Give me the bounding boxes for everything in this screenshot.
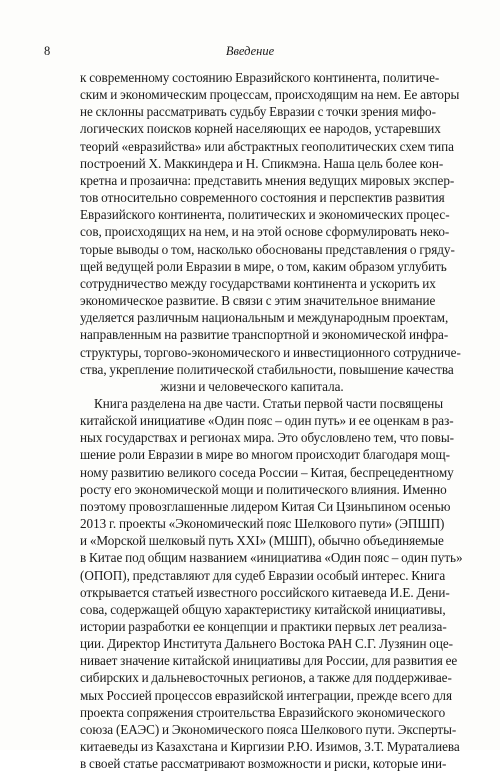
text-line: торые выводы о том, насколько обоснованы представления о гряду- <box>80 241 455 257</box>
text-line: китаеведы из Казахстана и Киргизии Р.Ю. Изимов, З.Т. Мураталиева <box>80 739 460 755</box>
text-line: и «Морской шелковый путь XXI» (МШП), обычно объединяемые <box>80 533 444 549</box>
text-line: ции. Директор Института Дальнего Востока РАН С.Г. Лузянин оце- <box>80 636 453 652</box>
text-line: сов, происходящих на нем, и на этой основе сформулировать неко- <box>80 224 450 240</box>
running-header <box>44 44 456 62</box>
text-line: Евразийского континента, политических и экономических процес- <box>80 207 450 223</box>
text-line: кретна и прозаична: представить мнения ведущих мировых экспер- <box>80 172 455 188</box>
text-line: сибирских и дальневосточных регионов, а также для поддерживае- <box>80 670 452 686</box>
text-line: нивает значение китайской инициативы для России, для развития ее <box>80 653 458 669</box>
text-line: поэтому провозглашенные лидером Китая Си Цзиньпином осенью <box>80 498 451 514</box>
page-number: 8 <box>44 44 51 58</box>
text-line: построений Х. Маккиндера и Н. Спикмэна. Наша цель более кон- <box>80 155 444 171</box>
text-line: логических поисков корней населяющих ее народов, устаревших <box>80 121 441 137</box>
text-line: направленным на развитие транспортной и экономической инфра- <box>80 327 449 343</box>
text-line: Книга разделена на две части. Статьи первой части посвящены <box>94 395 444 411</box>
text-line: в своей статье рассматривают возможности и риски, которые ини- <box>80 756 447 772</box>
text-line: 2013 г. проекты «Экономический пояс Шелкового пути» (ЭПШП) <box>80 516 445 532</box>
text-line: к современному состоянию Евразийского континента, политиче- <box>80 70 440 85</box>
text-line: экономическое развитие. В связи с этим значительное внимание <box>80 293 436 309</box>
text-line: в Китае под общим названием «инициатива «Один пояс – один путь» <box>80 550 463 566</box>
section-title: Введение <box>225 44 275 58</box>
text-line: ства, укрепление политической стабильности, повышение качества <box>80 361 454 377</box>
text-line: союза (ЕАЭС) и Экономического пояса Шелкового пути. Эксперты- <box>80 721 457 737</box>
text-line: щей ведущей роли Евразии в мире, о том, каким образом углубить <box>80 258 447 274</box>
text-line: тов относительно современного состояния и перспектив развития <box>80 190 445 206</box>
text-line: не склонны рассматривать судьбу Евразии с точки зрения мифо- <box>80 104 436 120</box>
text-line: жизни и человеческого капитала. <box>160 378 344 394</box>
text-line: проекта сопряжения строительства Евразийского экономического <box>80 704 446 720</box>
text-line: китайской инициативе «Один пояс – один путь» и ее оценкам в раз- <box>80 413 454 429</box>
body-text <box>80 69 463 772</box>
text-line: ским и экономическим процессам, происходящим на нем. Ее авторы <box>80 87 460 103</box>
text-line: истории разработки ее концепции и практики первых лет реализа- <box>80 619 447 634</box>
text-line: ных государствах и регионах мира. Это обусловлено тем, что повы- <box>80 430 454 446</box>
text-line: ному развитию великого соседа России – Китая, беспрецедентному <box>80 464 454 480</box>
text-line: росту его экономической мощи и политического влияния. Именно <box>80 481 447 497</box>
text-line: сотрудничество между государствами континента и ускорить их <box>80 275 436 291</box>
text-line: структуры, торгово-экономического и инвестиционного сотрудниче- <box>80 344 461 360</box>
text-line: теорий «евразийства» или абстрактных геополитических схем типа <box>80 138 454 154</box>
text-line: шение роли Евразии в мире во многом происходит благодаря мощ- <box>80 447 450 463</box>
text-line: (ОПОП), представляют для судеб Евразии особый интерес. Книга <box>80 567 446 583</box>
text-line: мых Россией процессов евразийской интеграции, прежде всего для <box>80 687 452 703</box>
text-line: уделяется различным национальным и международным проектам, <box>80 310 449 326</box>
text-line: открывается статьей известного российского китаеведа И.Е. Дени- <box>80 584 450 600</box>
text-line: сова, содержащей общую характеристику китайской инициативы, <box>80 601 446 617</box>
